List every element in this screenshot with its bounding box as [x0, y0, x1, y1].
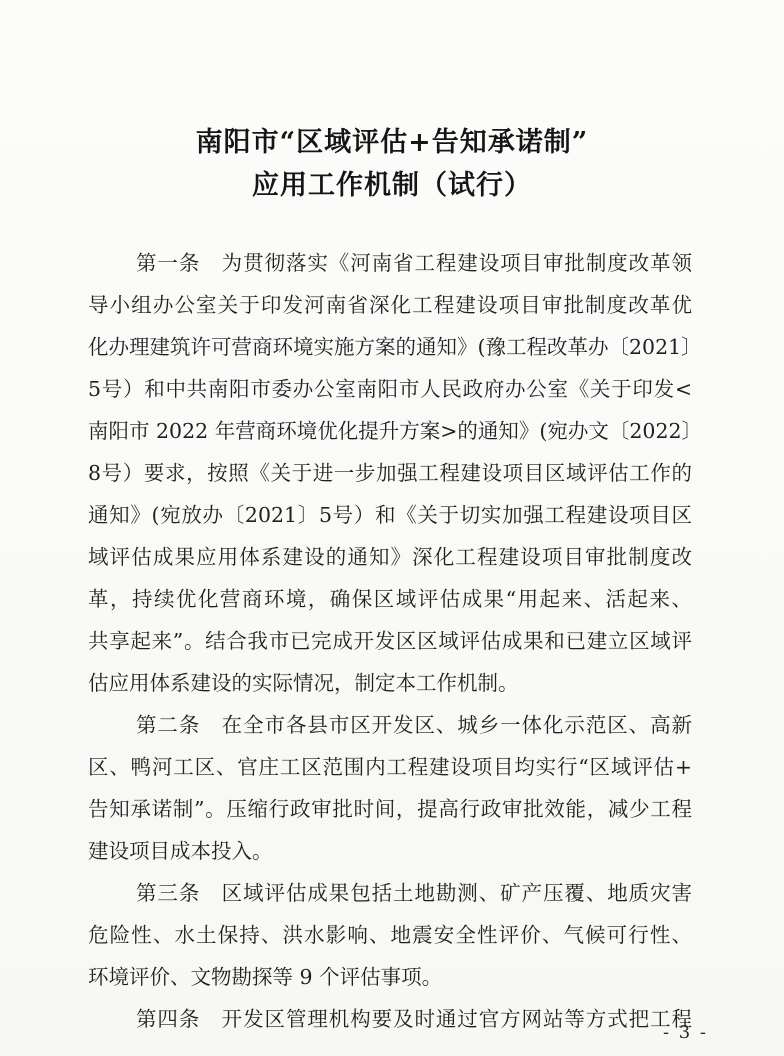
document-title-line-1: 南阳市“区域评估+告知承诺制” [195, 127, 589, 158]
page-number: - 3 - [662, 1022, 708, 1043]
article-1-line-9: 革，持续优化营商环境，确保区域评估成果“用起来、活起来、 [88, 587, 692, 611]
document-title-line-2: 应用工作机制（试行） [252, 170, 532, 201]
article-1-line-10: 共享起来”。结合我市已完成开发区区域评估成果和已建立区域评 [88, 629, 692, 653]
article-1-line-4: 5号）和中共南阳市委办公室南阳市人民政府办公室《关于印发< [88, 377, 692, 401]
article-3-line-3: 环境评价、文物勘探等 9 个评估事项。 [88, 965, 443, 989]
article-2-line-3: 告知承诺制”。压缩行政审批时间，提高行政审批效能，减少工程 [88, 797, 692, 821]
article-2-line-4: 建设项目成本投入。 [88, 839, 273, 863]
article-1-line-2: 导小组办公室关于印发河南省深化工程建设项目审批制度改革优 [88, 293, 692, 317]
article-1-line-1: 第一条 为贯彻落实《河南省工程建设项目审批制度改革领 [136, 251, 692, 275]
article-1-line-11: 估应用体系建设的实际情况，制定本工作机制。 [88, 671, 519, 695]
article-1-line-7: 通知》(宛放办〔2021〕5号）和《关于切实加强工程建设项目区 [88, 503, 692, 527]
article-3-line-1: 第三条 区域评估成果包括土地勘测、矿产压覆、地质灾害 [136, 881, 692, 905]
article-3-line-2: 危险性、水土保持、洪水影响、地震安全性评价、气候可行性、 [88, 923, 692, 947]
article-1-line-3: 化办理建筑许可营商环境实施方案的通知》(豫工程改革办〔2021〕 [88, 335, 702, 359]
article-2-line-1: 第二条 在全市各县市区开发区、城乡一体化示范区、高新 [136, 713, 692, 737]
article-1-line-6: 8号）要求，按照《关于进一步加强工程建设项目区域评估工作的 [88, 461, 692, 485]
article-1-line-8: 域评估成果应用体系建设的通知》深化工程建设项目审批制度改 [88, 545, 692, 569]
article-2-line-2: 区、鸭河工区、官庄工区范围内工程建设项目均实行“区域评估+ [88, 755, 692, 779]
article-1-line-5: 南阳市 2022 年营商环境优化提升方案>的通知》(宛办文〔2022〕 [88, 419, 703, 443]
article-4-line-1: 第四条 开发区管理机构要及时通过官方网站等方式把工程 [136, 1007, 692, 1031]
